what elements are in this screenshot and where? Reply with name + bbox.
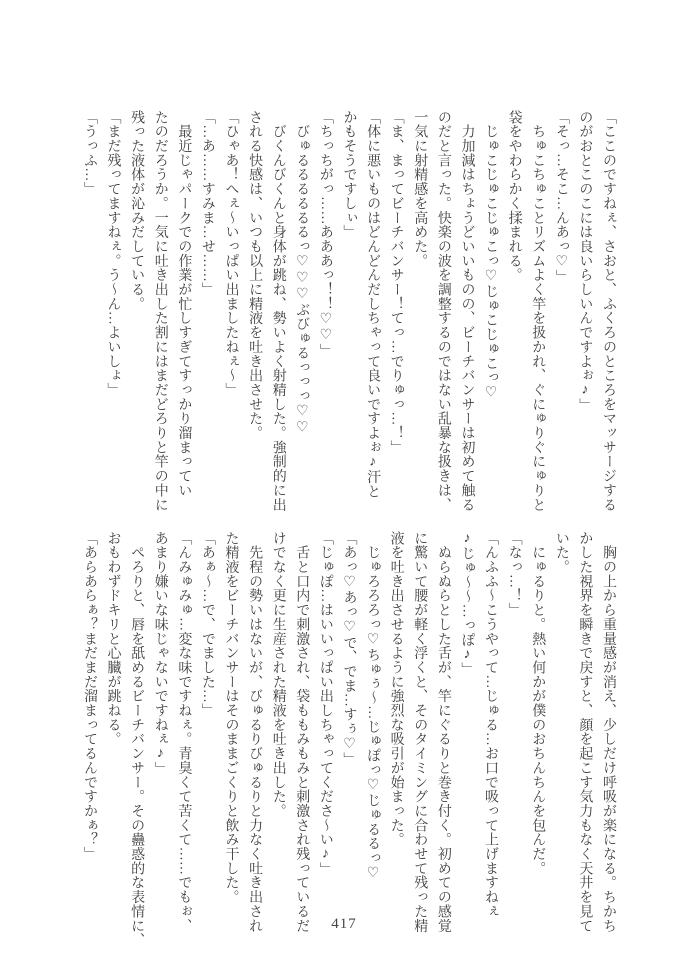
text-column: のだと言った。快楽の波を調整するのではない乱暴な扱きは、: [435, 110, 451, 512]
text-column: 「ひゃあ！へぇ～いっぱい出ましたねぇ～」: [223, 110, 239, 397]
text-column: 「体に悪いものはどんどんだしちゃって良いですよぉ♪汗と: [365, 110, 381, 499]
text-column: される快感は、いつも以上に精液を吐き出させた。: [247, 110, 263, 441]
text-column: たのだろうか。一気に吐き出した割にはまだどろりと竿の中に: [152, 110, 168, 512]
text-column: びゅるるるるるるっ♡♡♡ぶびゅるっっっ♡♡: [294, 110, 310, 436]
text-column: 舌と口内で刺激され、袋ももみもみと刺激され残っているだ: [294, 531, 310, 933]
text-column: 力加減はちょうどいいものの、ビーチバンサーは初めて触る: [459, 110, 475, 512]
text-column: にゅるりと。熱い何かが僕のおちんちんを包んだ。: [530, 531, 546, 876]
text-column: かした視界を瞬きで戻すと、顔を起こす気力もなく天井を見て: [577, 531, 593, 933]
text-column: 「まだ残ってますねぇ。う～ん…よいしょ」: [105, 110, 121, 397]
text-column: 「あぁ～…で、でました…」: [199, 531, 215, 718]
text-column: じゅこじゅこじゅこっ♡じゅこじゅこっ♡: [483, 110, 499, 401]
text-column: 「なっ…！」: [506, 531, 522, 618]
text-column: 先程の勢いはないが、びゅるりびゅるりと力なく吐き出され: [247, 531, 263, 933]
text-column: 「ちっちがっ……あああっ！！♡♡」: [317, 110, 333, 358]
text-column: びくんびくんと身体が跳ね、勢いよく射精した。強制的に出: [270, 110, 286, 512]
text-column: に驚いて腰が軽く浮くと、そのタイミングに合わせて残った精: [412, 531, 428, 933]
text-column: ぺろりと、唇を舐めるビーチバンサー。その蠱惑的な表情に、: [129, 531, 145, 948]
text-column: 袋をやわらかく揉まれる。: [506, 110, 522, 283]
text-column: いた。: [553, 531, 569, 575]
text-column: 「んふふ～こうやって…じゅる…お口で吸って上げますねぇ: [483, 531, 499, 919]
text-column: 「じゅぽ…はいいっぱい出しちゃってくださ～い♪」: [317, 531, 333, 877]
text-block-bottom: [77, 531, 620, 955]
text-column: じゅろろろっ♡ちゅぅ～…じゅぽっ♡じゅるるっ♡: [365, 531, 381, 882]
text-column: 「あらあらぁ？まだまだ溜まってるんですかぁ？」: [81, 531, 97, 862]
text-column: 「…あ……すみま…せ……」: [199, 110, 215, 297]
text-column: 最近じゃパークでの作業が忙しすぎてすっかり溜まってい: [176, 110, 192, 498]
text-column: 「んみゅみゅ…変な味ですねぇ。青臭くて苦くて……でもぉ、: [176, 531, 192, 933]
text-column: た精液をビーチバンサーはそのままごくりと飲み干した。: [223, 531, 239, 905]
text-column: かもそうですしぃ」: [341, 110, 357, 240]
text-column: 「ここのですねぇ、さおと、ふくろのところをマッサージする: [601, 110, 616, 512]
text-column: けでなく更に生産された精液を吐き出した。: [270, 531, 286, 818]
text-column: 残った液体が沁みだしている。: [129, 110, 145, 311]
text-column: ぬらぬらとした舌が、竿にぐるりと巻き付く。初めての感覚: [435, 531, 451, 933]
page-number: 417: [331, 916, 357, 932]
text-column: ♪じゅ～～…っぽ♪」: [459, 531, 475, 677]
text-block-top: [77, 110, 620, 534]
text-column: 一気に射精感を高めた。: [412, 110, 428, 268]
text-column: 「そっ…そこ…んあっ♡」: [553, 110, 569, 285]
text-column: 液を吐き出させるように強烈な吸引が始まった。: [388, 531, 404, 847]
text-column: ちゅこちゅことリズムよく竿を扱かれ、ぐにゅりぐにゅりと: [530, 110, 546, 512]
text-column: 「ま、まってビーチバンサー！てっ…でりゅっ…！」: [388, 110, 404, 455]
text-column: 「あっ♡あっ♡で、でま…すぅ♡」: [341, 531, 357, 767]
text-column: のがおとこのこには良いらしいんですよぉ♪」: [577, 110, 593, 413]
text-column: おもわずドキリと心臓が跳ねる。: [105, 531, 121, 747]
text-column: あまり嫌いな味じゃないですねぇ♪」: [152, 531, 168, 776]
text-column: 「うっふ…」: [81, 110, 97, 197]
text-column: 胸の上から重量感が消え、少しだけ呼吸が楽になる。ちかち: [601, 531, 616, 933]
